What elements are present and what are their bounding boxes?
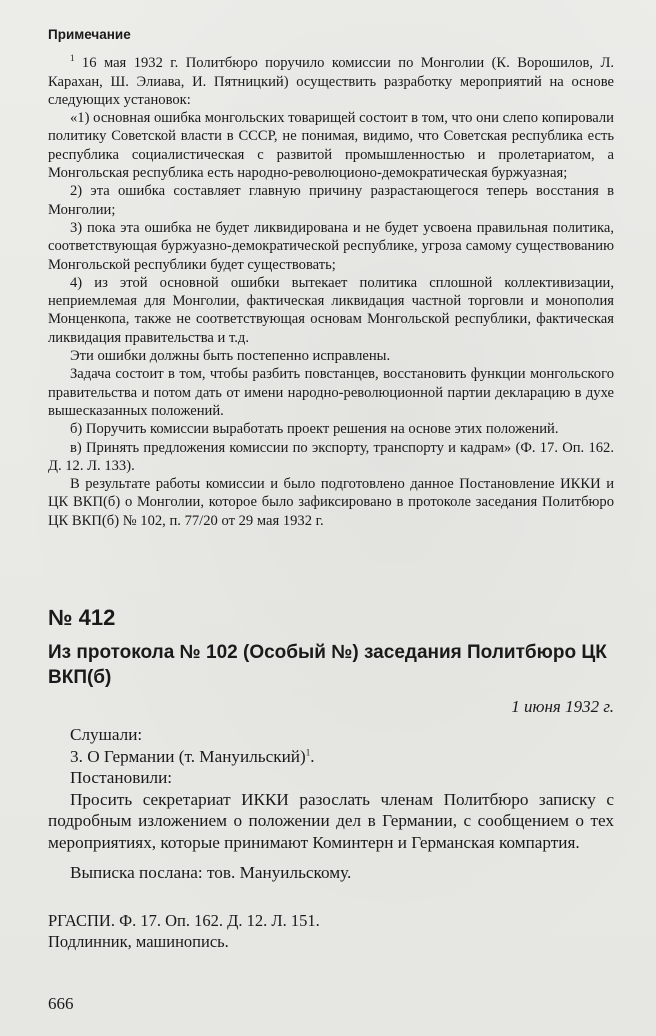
extract-sent: Выписка послана: тов. Мануильскому. [70,862,352,882]
document-date: 1 июня 1932 г. [511,697,614,716]
footnote-mark: 1 [70,53,75,64]
note-paragraph: в) Принять предложения комиссии по экспорту, транспорту и кадрам» (Ф. 17. Оп. 162. Д. 12. Л. 133). [48,439,614,474]
archive-original: Подлинник, машинопись. [48,932,229,951]
page-number: 666 [48,994,74,1013]
note-paragraph: В результате работы комиссии и было подготовлено данное Постановление ИККИ и ЦК ВКП(б) о Монголии, которое было зафиксировано в протоколе заседания Политбюро ЦК ВКП(б) № 102, п. 77/20 от 29 мая 1932 г. [48,476,614,529]
document-body [48,724,614,883]
heard-item-end: . [310,746,315,766]
note-paragraph: Задача состоит в том, чтобы разбить повстанцев, восстановить функции монгольского правительства и потом дать от имени народно-революционной партии декларацию в духе вышесказанных положений. [48,366,614,419]
archive-citation: РГАСПИ. Ф. 17. Оп. 162. Д. 12. Л. 151. [48,911,320,930]
notes-section [48,26,614,530]
note-paragraph: б) Поручить комиссии выработать проект решения на основе этих положений. [70,421,559,438]
note-paragraph: 3) пока эта ошибка не будет ликвидирована и не будет усвоена правильная политика, соответствующая буржуазно-демократической республике, угроза самому существованию Монгольской республики будет существовать; [48,219,614,273]
document-number: № 412 [48,605,116,630]
note-paragraph: 2) эта ошибка составляет главную причину разрастающегося теперь восстания в Монголии; [48,183,614,218]
note-heading: Примечание [48,27,131,42]
document-title: Из протокола № 102 (Особый №) заседания Политбюро ЦК ВКП(б) [48,642,607,688]
note-text: 16 мая 1932 г. Политбюро поручило комиссии по Монголии (К. Ворошилов, Л. Карахан, Ш. Элиава, И. Пятницкий) осуществить разработку мероприятий на основе следующих установок: [48,55,614,108]
note-paragraph: 4) из этой основной ошибки вытекает политика сплошной коллективизации, неприемлемая для Монголии, фактическая ликвидация частной торговли и монополия Монценкопа, также не соответствующая основам Монгольской республики, фактическая ликвидация правительства и т.д. [48,274,614,346]
archive-reference [48,910,320,952]
note-paragraph [48,54,614,109]
note-paragraph: Эти ошибки должны быть постепенно исправлены. [70,348,391,365]
resolution-text: Просить секретариат ИККИ разослать членам Политбюро записку с подробным изложением о положении дел в Германии, с сообщением о тех мероприятиях, которые принимают Коминтерн и Германская компартия. [48,789,614,852]
footnote-mark: 1 [305,746,311,757]
heard-label: Слушали: [70,725,143,744]
resolved-label: Постановили: [70,768,173,788]
heard-item [48,746,614,768]
heard-item-text: 3. О Германии (т. Мануильский) [70,746,306,766]
note-paragraph: «1) основная ошибка монгольских товарищей состоит в том, что они слепо копировали политику Советской власти в СССР, не понимая, видимо, что Советская республика есть республика социалистическая с развитой промышленностью и пролетариатом, а Монгольская республика есть народно-революционо-демократическая буржуазная; [48,110,614,182]
